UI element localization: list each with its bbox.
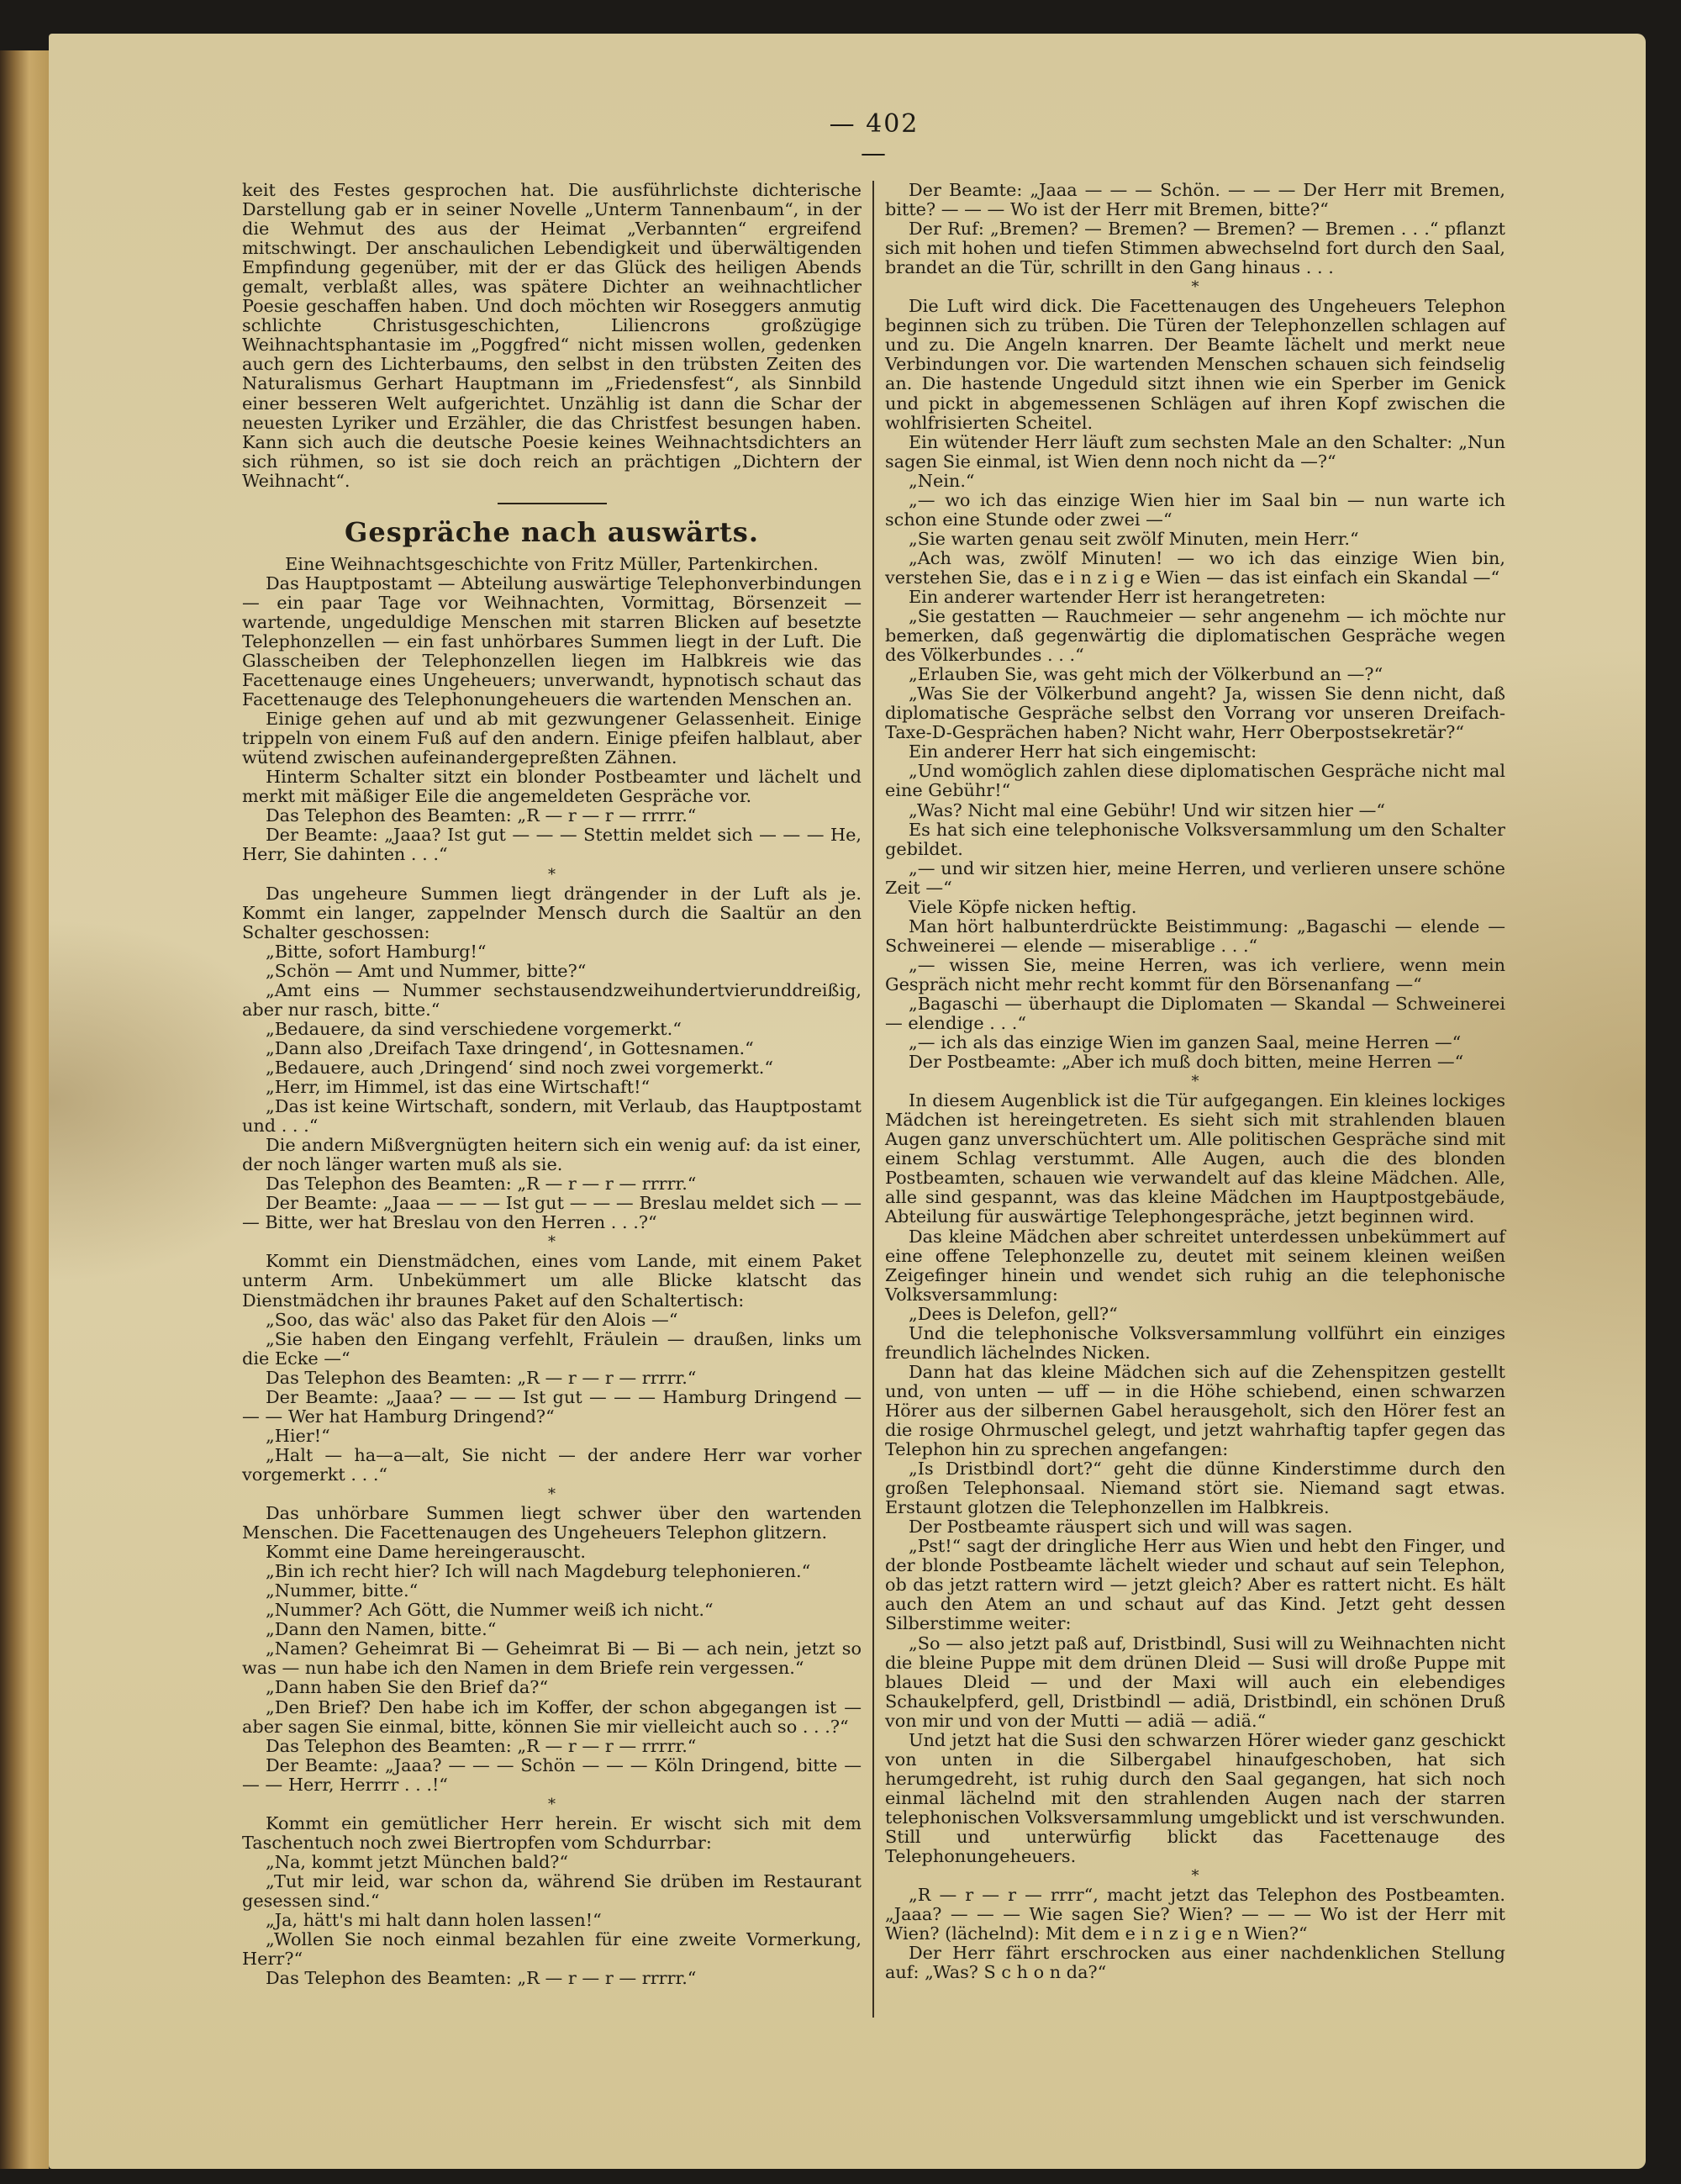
paragraph: Kommt ein Dienstmädchen, eines vom Lande, mit einem Paket unterm Arm. Unbekümmert um alle Blicke klatscht das Dienstmädchen ihr braunes Paket auf den Schaltertisch: [242,1251,862,1311]
book-spine-edge [0,50,49,2169]
paragraph: „R — r — r — rrrr“, macht jetzt das Telephon des Postbeamten. „Jaaa? — — — Wie sagen Sie? Wien? — — — Wo ist der Herr mit Wien? (lächelnd): Mit dem e i n z i g e n Wien?“ [885,1885,1505,1944]
right-column [885,181,1505,1982]
paragraph: Der Postbeamte räuspert sich und will was sagen. [909,1517,1353,1538]
paragraph: „Hier!“ [266,1425,330,1446]
paragraph: „Dann den Namen, bitte.“ [266,1619,497,1640]
paragraph: „Nein.“ [909,470,975,491]
paragraph: Hinterm Schalter sitzt ein blonder Postbeamter und lächelt und merkt mit mäßiger Eile die angemeldeten Gespräche vor. [242,767,862,807]
section-divider [498,503,607,504]
paragraph: „Und womöglich zahlen diese diplomatischen Gespräche nicht mal eine Gebühr!“ [885,761,1505,801]
left-column [242,181,862,1988]
paragraph: Das Hauptpostamt — Abteilung auswärtige Telephonverbindungen — ein paar Tage vor Weihnachten, Vormittag, Börsenzeit — wartende, ungeduldige Menschen mit starren Blicken auf besetzte Telephonzellen — ein fast unhörbares Summen liegt in der Luft. Die Glasscheiben der Telephonzellen liegen im Halbkreis wie das Facettenauge eines Ungeheuers; unverwandt, hypnotisch schaut das Facettenauge des Telephonungeheuers die wartenden Menschen an. [242,572,862,710]
paragraph: Der Beamte: „Jaaa? — — — Schön — — — Köln Dringend, bitte — — — Herr, Herrrr . . .!“ [242,1754,862,1795]
paragraph: „Is Dristbindl dort?“ geht die dünne Kinderstimme durch den großen Telephonsaal. Niemand stört sie. Niemand sagt etwas. Erstaunt glotzen die Telephonzellen im Halbkreis. [885,1459,1505,1518]
paragraph: Der Beamte: „Jaaa? Ist gut — — — Stettin meldet sich — — — He, Herr, Sie dahinten . . .“ [242,825,862,865]
paragraph: „Herr, im Himmel, ist das eine Wirtschaft!“ [266,1077,651,1098]
paragraph: „Bin ich recht hier? Ich will nach Magdeburg telephonieren.“ [266,1561,811,1582]
paragraph: „Sie haben den Eingang verfehlt, Fräulein — draußen, links um die Ecke —“ [242,1328,862,1369]
paragraph: Der Beamte: „Jaaa? — — — Ist gut — — — Hamburg Dringend — — — Wer hat Hamburg Dringend?“ [242,1386,862,1427]
paragraph: Der Herr fährt erschrocken aus einer nachdenklichen Stellung auf: „Was? S c h o n da?“ [885,1943,1505,1983]
paragraph: „Schön — Amt und Nummer, bitte?“ [266,960,587,981]
section-star: * [548,1795,556,1813]
section-star: * [1191,278,1199,297]
paragraph: Das unhörbare Summen liegt schwer über den wartenden Menschen. Die Facettenaugen des Ungeheuers Telephon glitzern. [242,1503,862,1543]
paragraph: „— und wir sitzen hier, meine Herren, und verlieren unsere schöne Zeit —“ [885,857,1505,898]
section-star: * [1191,1867,1199,1886]
paragraph: „— wo ich das einzige Wien hier im Saal bin — nun warte ich schon eine Stunde oder zwei —“ [885,489,1505,530]
paragraph: Und die telephonische Volksversammlung vollführt ein einziges freundlich lächelndes Nicken. [885,1322,1505,1363]
paragraph: Die Luft wird dick. Die Facettenaugen des Ungeheuers Telephon beginnen sich zu trüben. Die Türen der Telephonzellen schlagen auf und zu. Die Angeln knarren. Der Beamte lächelt und merkt neue Verbindungen vor. Die wartenden Menschen schauen sich feindselig an. Die hastende Ungeduld sitzt ihnen wie ein Sperber im Genick und pickt in abgemessenen Schlägen auf ihren Kopf zwischen die wohlfrisierten Scheitel. [885,296,1505,433]
article-heading: Gespräche nach auswärts. [345,515,759,548]
paragraph: „Tut mir leid, war schon da, während Sie drüben im Restaurant gesessen sind.“ [242,1870,862,1911]
paragraph: Die andern Mißvergnügten heitern sich ein wenig auf: da ist einer, der noch länger warten muß als sie. [242,1135,862,1175]
paragraph: „Bedauere, auch ‚Dringend‘ sind noch zwei vorgemerkt.“ [266,1057,774,1078]
paragraph: „Ja, hätt's mi halt dann holen lassen!“ [266,1910,602,1931]
paragraph: „Namen? Geheimrat Bi — Geheimrat Bi — Bi — ach nein, jetzt so was — nun habe ich den Namen in dem Briefe rein vergessen.“ [242,1638,862,1679]
paragraph: In diesem Augenblick ist die Tür aufgegangen. Ein kleines lockiges Mädchen ist hereingetreten. Es sieht sich mit strahlenden blauen Augen ganz unverschüchtert um. Alle politischen Gespräche sind mit einem Schlag verstummt. Alle Augen, auch die des blonden Postbeamten, schauen wie verwandelt auf das kleine Mädchen. Alle, alle sind gespannt, was das kleine Mädchen im Hauptpostgebäude, Abteilung für auswärtige Telephongespräche, jetzt beginnen wird. [885,1090,1505,1227]
paragraph: „Sie warten genau seit zwölf Minuten, mein Herr.“ [909,528,1359,549]
paragraph: „— ich als das einzige Wien im ganzen Saal, meine Herren —“ [909,1032,1462,1053]
paragraph: „Bagaschi — überhaupt die Diplomaten — Skandal — Schweinerei — elendige . . .“ [885,993,1505,1034]
paragraph: Kommt ein gemütlicher Herr herein. Er wischt sich mit dem Taschentuch noch zwei Biertropfen vom Schdurrbar: [242,1812,862,1853]
paragraph: Der Beamte: „Jaaa — — — Schön. — — — Der Herr mit Bremen, bitte? — — — Wo ist der Herr mit Bremen, bitte?“ [885,180,1505,220]
paragraph: Es hat sich eine telephonische Volksversammlung um den Schalter gebildet. [885,819,1505,859]
paragraph: Man hört halbunterdrückte Beistimmung: „Bagaschi — elende — Schweinerei — elende — miserablige . . .“ [885,915,1505,956]
paragraph: „Amt eins — Nummer sechstausendzweihundertvierunddreißig, aber nur rasch, bitte.“ [242,979,862,1020]
paragraph: Das Telephon des Beamten: „R — r — r — rrrrr.“ [266,1968,697,1989]
paragraph: Kommt eine Dame hereingerauscht. [266,1542,586,1563]
paragraph: „Den Brief? Den habe ich im Koffer, der schon abgegangen ist — aber sagen Sie einmal, bitte, können Sie mir vielleicht auch so . . .?“ [242,1696,862,1737]
paragraph: Der Beamte: „Jaaa — — — Ist gut — — — Breslau meldet sich — — — Bitte, wer hat Breslau von den Herren . . .?“ [242,1193,862,1233]
paragraph: „Bitte, sofort Hamburg!“ [266,941,487,962]
section-star: * [1191,1073,1199,1091]
paragraph: „Halt — ha—a—alt, Sie nicht — der andere Herr war vorher vorgemerkt . . .“ [242,1444,862,1485]
paragraph: „Bedauere, da sind verschiedene vorgemerkt.“ [266,1018,682,1039]
paragraph: Dann hat das kleine Mädchen sich auf die Zehenspitzen gestellt und, von unten — uff — in die Höhe schiebend, einen schwarzen Hörer aus der silbernen Gabel herausgeholt, sich den Hörer fest an die rosige Ohrmuschel gelegt, und jetzt wahrhaftig tapfer gegen das Telephon hin zu sprechen angefangen: [885,1361,1505,1460]
paragraph: „Nummer? Ach Gött, die Nummer weiß ich nicht.“ [266,1600,714,1621]
column-divider [872,181,874,2018]
paragraph: Das Telephon des Beamten: „R — r — r — rrrrr.“ [266,805,697,826]
section-star: * [548,865,556,884]
paragraph: „Dann haben Sie den Brief da?“ [266,1677,549,1698]
paragraph: „Das ist keine Wirtschaft, sondern, mit Verlaub, das Hauptpostamt und . . .“ [242,1096,862,1137]
paragraph: „Was Sie der Völkerbund angeht? Ja, wissen Sie denn nicht, daß diplomatische Gespräche selbst den Vorrang vor unseren Dreifach-Taxe-D-Gesprächen haben? Nicht wahr, Herr Oberpostsekretär?“ [885,683,1505,743]
paragraph: Das Telephon des Beamten: „R — r — r — rrrrr.“ [266,1367,697,1388]
section-star: * [548,1233,556,1252]
paragraph: Das ungeheure Summen liegt drängender in der Luft als je. Kommt ein langer, zappelnder Mensch durch die Saaltür an den Schalter geschossen: [242,883,862,942]
paragraph: Ein wütender Herr läuft zum sechsten Male an den Schalter: „Nun sagen Sie einmal, ist Wien denn noch nicht da —?“ [885,431,1505,472]
paragraph: „Sie gestatten — Rauchmeier — sehr angenehm — ich möchte nur bemerken, daß gegenwärtig die diplomatischen Gespräche wegen des Völkerbundes . . .“ [885,606,1505,666]
paragraph: „Wollen Sie noch einmal bezahlen für eine zweite Vormerkung, Herr?“ [242,1929,862,1970]
paragraph: Das Telephon des Beamten: „R — r — r — rrrrr.“ [266,1735,697,1756]
paragraph: Ein anderer wartender Herr ist herangetreten: [909,586,1326,607]
section-star: * [548,1485,556,1503]
paragraph: Einige gehen auf und ab mit gezwungener Gelassenheit. Einige trippeln von einem Fuß auf den andern. Einige pfeifen halblaut, aber wütend zwischen aufeinandergepreßten Zähnen. [242,709,862,768]
paragraph: Das kleine Mädchen aber schreitet unterdessen unbekümmert auf eine offene Telephonzelle zu, deutet mit seinem kleinen weißen Zeigefinger hinein und wendet sich ruhig an die telephonische Volksversammlung: [885,1226,1505,1305]
paragraph: „So — also jetzt paß auf, Dristbindl, Susi will zu Weihnachten nicht die bleine Puppe mit dem drünen Dleid — Susi will droße Puppe mit blaues Dleid — und der Maxi will auch ein elebendiges Schaukelpferd, gell, Dristbindl — adiä, Dristbindl, ein schönen Druß von mir und von der Mutti — adiä — adiä.“ [885,1633,1505,1731]
paragraph: keit des Festes gesprochen hat. Die ausführlichste dichterische Darstellung gab er in seiner Novelle „Unterm Tannenbaum“, in der die Wehmut des aus der Heimat „Verbannten“ ergreifend mitschwingt. Der anschaulichen Lebendigkeit und überwältigenden Empfindung gegenüber, mit der er das Glück des heiligen Abends gemalt, verblaßt alles, was spätere Dichter an weihnachtlicher Poesie geschaffen haben. Und doch möchten wir Roseggers anmutig schlichte Christusgeschichten, Liliencrons großzügige Weihnachtsphantasie im „Poggfred“ nicht missen wollen, gedenken auch gern des Lichterbaums, den selbst in den trübsten Zeiten des Naturalismus Gerhart Hauptmann im „Friedensfest“, als Sinnbild einer besseren Welt aufgerichtet. Unzählig ist dann die Schar der neuesten Lyriker und Erzähler, die das Christfest besungen haben. Kann sich auch die deutsche Poesie keines Weihnachtsdichters an sich rühmen, so ist sie doch reich an prächtigen „Dichtern der Weihnacht“. [242,180,862,491]
paragraph: „Erlauben Sie, was geht mich der Völkerbund an —?“ [909,664,1383,685]
paragraph: „Pst!“ sagt der dringliche Herr aus Wien und hebt den Finger, und der blonde Postbeamte lächelt wieder und schaut auf sein Telephon, ob das jetzt rattern wird — jetzt gleich? Aber es rattert nicht. Es hält auch den Atem an und schaut auf das Kind. Jetzt geht dessen Silberstimme weiter: [885,1536,1505,1634]
paragraph: Der Postbeamte: „Aber ich muß doch bitten, meine Herren —“ [909,1052,1464,1073]
paragraph: Viele Köpfe nicken heftig. [909,896,1137,917]
paragraph: Das Telephon des Beamten: „R — r — r — rrrrr.“ [266,1174,697,1195]
article-byline: Eine Weihnachtsgeschichte von Fritz Müller, Partenkirchen. [285,553,819,574]
page-number: — 402 — [829,109,920,168]
paragraph: „Na, kommt jetzt München bald?“ [266,1851,569,1872]
paragraph: Und jetzt hat die Susi den schwarzen Hörer wieder ganz geschickt von unten in die Silbergabel hinaufgeschoben, hat sich herumgedreht, ist ruhig durch den Saal gegangen, hat sich noch einmal lächelnd mit den strahlenden Augen nach der starren telephonischen Volksversammlung umgeblickt und ist verschwunden. Still und unterwürfig blickt das Facettenauge des Telephonungeheuers. [885,1729,1505,1867]
paragraph: Der Ruf: „Bremen? — Bremen? — Bremen? — Bremen . . .“ pflanzt sich mit hohen und tiefen Stimmen abwechselnd fort durch den Saal, brandet an die Tür, schrillt in den Gang hinaus . . . [885,219,1505,278]
paragraph: „Dees is Delefon, gell?“ [909,1303,1118,1324]
paragraph: „— wissen Sie, meine Herren, was ich verliere, wenn mein Gespräch nicht mehr recht kommt für den Börsenanfang —“ [885,954,1505,994]
paragraph: „Nummer, bitte.“ [266,1580,419,1601]
paragraph: Ein anderer Herr hat sich eingemischt: [909,741,1257,762]
paragraph: „Dann also ‚Dreifach Taxe dringend‘, in Gottesnamen.“ [266,1037,754,1058]
paragraph: „Ach was, zwölf Minuten! — wo ich das einzige Wien bin, verstehen Sie, das e i n z i g e Wien — das ist einfach ein Skandal —“ [885,547,1505,588]
paragraph: „Was? Nicht mal eine Gebühr! Und wir sitzen hier —“ [909,799,1386,820]
paragraph: „Soo, das wäc' also das Paket für den Alois —“ [266,1309,678,1330]
